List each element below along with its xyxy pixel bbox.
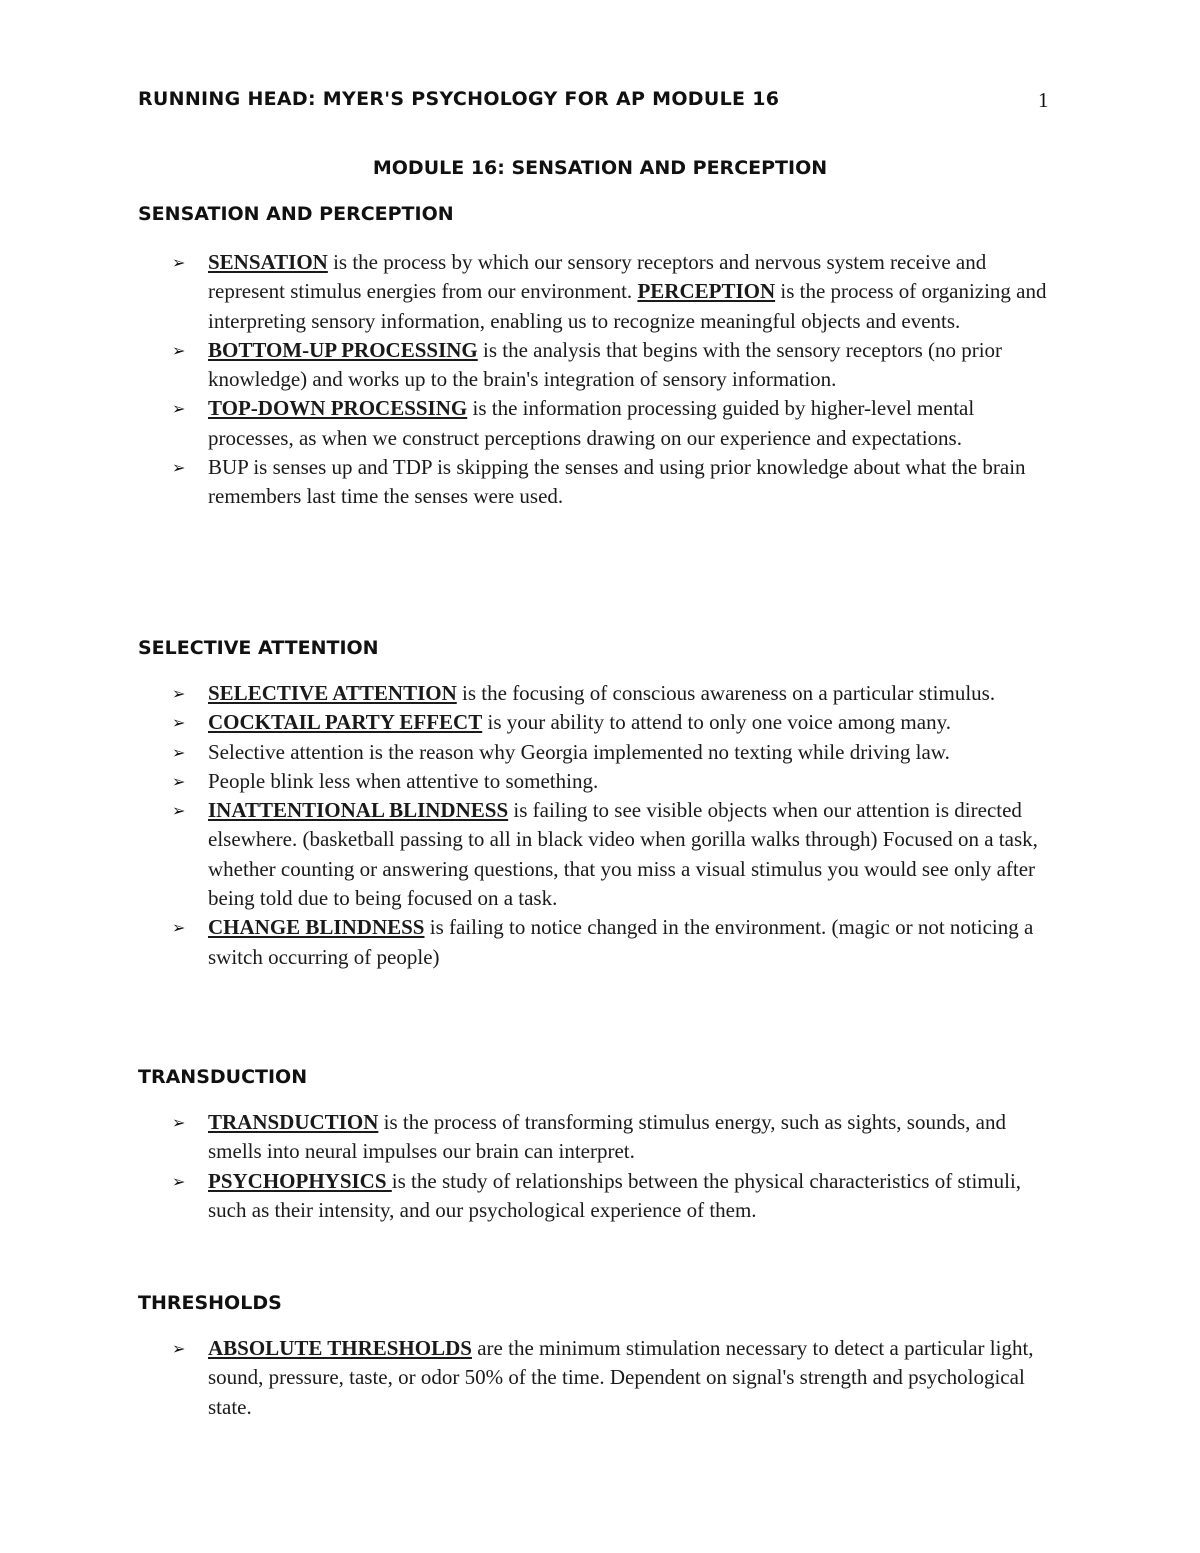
arrow-bullet-icon: ➢: [172, 458, 186, 478]
section-heading-transduction: TRANSDUCTION: [138, 1066, 308, 1088]
key-term: SELECTIVE ATTENTION: [208, 681, 457, 705]
key-term: PERCEPTION: [637, 279, 776, 304]
bullet-text: is the process by which our sensory receptors and nervous system receive and represent stimulus energies from our environment.: [208, 250, 987, 304]
bullet-text: is the study of relationships between the physical characteristics of stimuli, such as their intensity, and our psychological experience of them.: [208, 1168, 1022, 1222]
bullet-item: [172, 679, 1052, 708]
bullet-list-selective-attention: [172, 679, 1052, 972]
arrow-bullet-icon: ➢: [172, 918, 186, 938]
bullet-list-sensation-perception: [172, 248, 1052, 512]
bullet-text: BUP is senses up and TDP is skipping the senses and using prior knowledge about what the brain remembers last time the senses were used.: [208, 455, 1026, 509]
bullet-item: [172, 913, 1052, 972]
arrow-bullet-icon: ➢: [172, 1171, 186, 1191]
bullet-list-thresholds: [172, 1334, 1052, 1422]
bullet-item: [172, 248, 1052, 336]
arrow-bullet-icon: ➢: [172, 742, 186, 762]
bullet-text: is the process of organizing and interpreting sensory information, enabling us to recognize meaningful objects and events.: [208, 279, 1047, 333]
arrow-bullet-icon: ➢: [172, 253, 186, 272]
arrow-bullet-icon: ➢: [172, 771, 186, 791]
key-term: CHANGE BLINDNESS: [208, 915, 425, 940]
arrow-bullet-icon: ➢: [172, 340, 186, 360]
key-term: TRANSDUCTION: [208, 1110, 379, 1134]
bullet-item: [172, 1167, 1052, 1226]
bullet-text: is the focusing of conscious awareness on a particular stimulus.: [456, 681, 996, 705]
key-term: INATTENTIONAL BLINDNESS: [208, 798, 509, 823]
key-term: COCKTAIL PARTY EFFECT: [208, 710, 483, 735]
bullet-text: People blink less when attentive to something.: [208, 768, 599, 793]
bullet-text: Selective attention is the reason why Georgia implemented no texting while driving law.: [208, 739, 950, 764]
bullet-text: is the information processing guided by higher-level mental processes, as when we construct perceptions drawing on our experience and expectations.: [208, 396, 975, 450]
bullet-text: are the minimum stimulation necessary to detect a particular light, sound, pressure, taste, or odor 50% of the time. Dependent on signal's strength and psychological state.: [208, 1336, 1034, 1419]
arrow-bullet-icon: ➢: [172, 399, 186, 419]
key-term: TOP-DOWN PROCESSING: [208, 396, 468, 421]
bullet-item: [172, 1108, 1052, 1167]
key-term: SENSATION: [208, 250, 328, 274]
bullet-item: [172, 767, 1052, 796]
bullet-item: [172, 1334, 1052, 1422]
section-heading-selective-attention: SELECTIVE ATTENTION: [138, 637, 379, 659]
arrow-bullet-icon: ➢: [172, 801, 186, 821]
bullet-text: is your ability to attend to only one voice among many.: [482, 710, 951, 735]
running-head: RUNNING HEAD: MYER'S PSYCHOLOGY FOR AP MODULE 16: [138, 88, 780, 110]
bullet-item: [172, 738, 1052, 767]
section-heading-sensation-perception: SENSATION AND PERCEPTION: [138, 203, 454, 225]
arrow-bullet-icon: ➢: [172, 684, 186, 703]
bullet-text: is failing to see visible objects when our attention is directed elsewhere. (basketball passing to all in black video when gorilla walks through) Focused on a task, whether counting or answering questions, that you miss a visual stimulus you would see only after being told due to being focused on a task.: [208, 798, 1038, 911]
document-title: MODULE 16: SENSATION AND PERCEPTION: [372, 157, 828, 179]
bullet-item: [172, 394, 1052, 453]
bullet-text: is the process of transforming stimulus energy, such as sights, sounds, and smells into neural impulses our brain can interpret.: [208, 1110, 1006, 1164]
arrow-bullet-icon: ➢: [172, 713, 186, 733]
arrow-bullet-icon: ➢: [172, 1339, 186, 1358]
key-term: BOTTOM-UP PROCESSING: [208, 337, 478, 362]
bullet-item: [172, 708, 1052, 737]
bullet-item: [172, 336, 1052, 395]
bullet-text: is the analysis that begins with the sensory receptors (no prior knowledge) and works up to the brain's integration of sensory information.: [208, 337, 1003, 392]
bullet-item: [172, 796, 1052, 913]
section-heading-thresholds: THRESHOLDS: [138, 1292, 282, 1314]
key-term: PSYCHOPHYSICS: [208, 1168, 392, 1193]
page-number: 1: [1038, 88, 1049, 112]
key-term: ABSOLUTE THRESHOLDS: [208, 1336, 472, 1360]
arrow-bullet-icon: ➢: [172, 1113, 186, 1132]
bullet-text: is failing to notice changed in the environment. (magic or not noticing a switch occurring of people): [208, 915, 1034, 969]
bullet-list-transduction: [172, 1108, 1052, 1225]
bullet-item: [172, 453, 1052, 512]
